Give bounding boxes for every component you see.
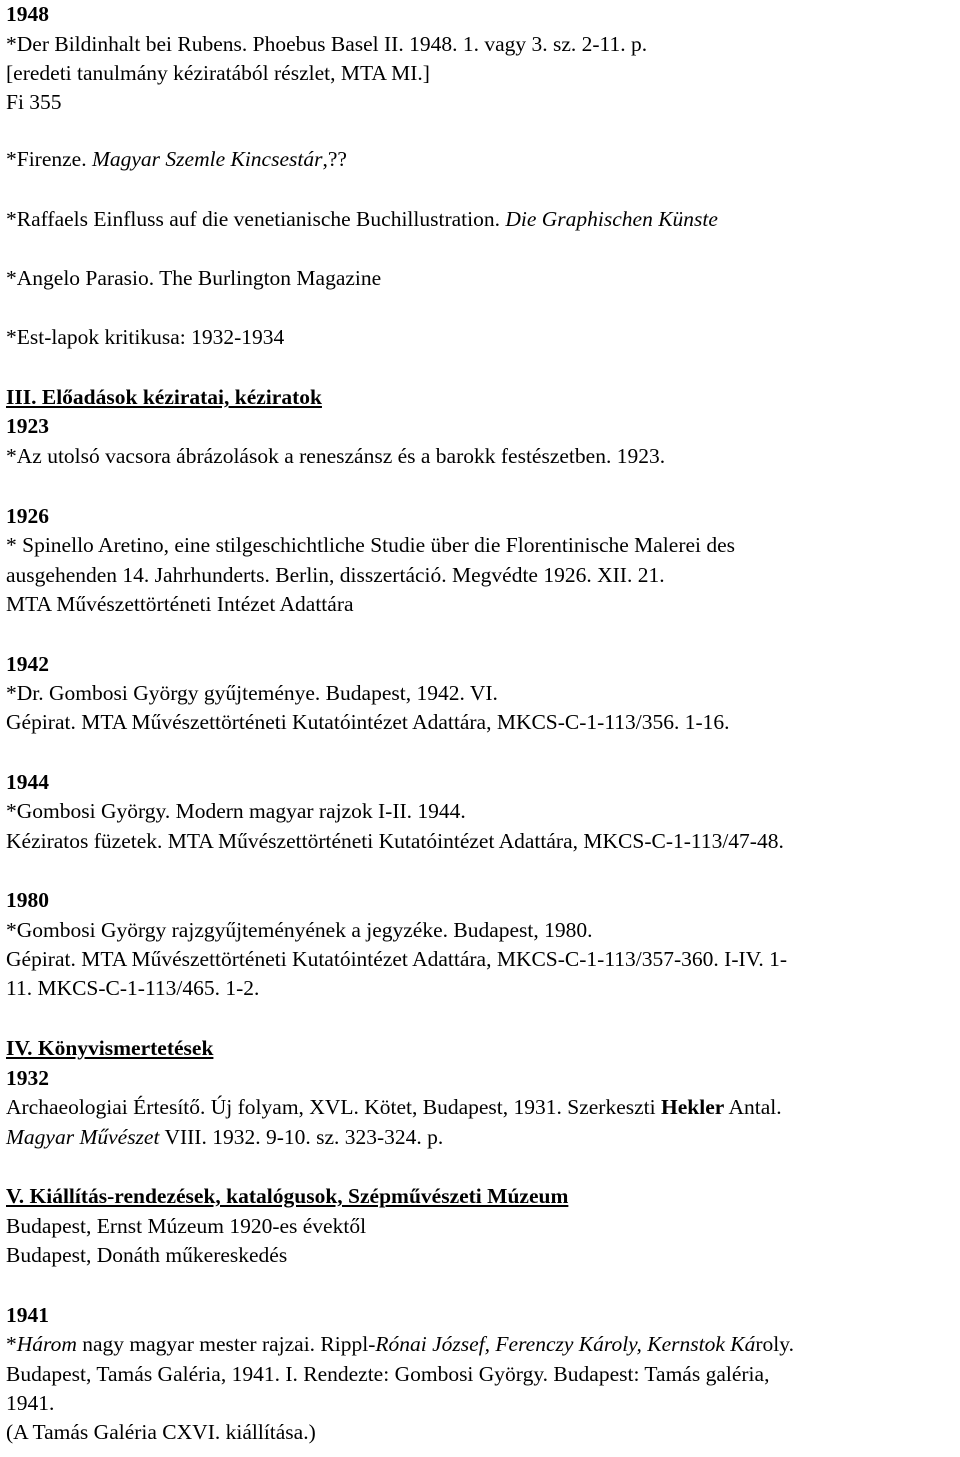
entry-italic: Die Graphischen Künste [505,207,718,231]
entry-text: VIII. 1932. 9-10. sz. 323-324. p. [159,1125,444,1149]
entry-italic: Rónai József, Ferenczy Károly, Kernstok Ká [375,1332,756,1356]
year-heading: 1944 [6,770,49,794]
entry-text: Archaeologiai Értesítő. Új folyam, XVL. Kötet, Budapest, 1931. Szerkeszti [6,1095,661,1119]
entry-line: Budapest, Donáth műkereskedés [6,1243,288,1267]
entry-line: *Az utolsó vacsora ábrázolások a reneszánsz és a barokk festészetben. 1923. [6,444,666,468]
entry-text: nagy magyar mester rajzai. Rippl- [76,1332,376,1356]
entry-line: Gépirat. MTA Művészettörténeti Kutatóintézet Adattára, MKCS-C-1-113/357-360. I-IV. 1- [6,947,788,971]
section-heading-4: IV. Könyvismertetések [6,1036,214,1060]
entry-line: *Dr. Gombosi György gyűjteménye. Budapest, 1942. VI. [6,681,498,705]
entry-line: *Est-lapok kritikusa: 1932-1934 [6,325,285,349]
year-heading: 1941 [6,1303,49,1327]
entry-text: *Raffaels Einfluss auf die venetianische Buchillustration. [6,207,506,231]
entry-text: *Firenze. [6,147,92,171]
entry-bold: Hekler [661,1095,725,1119]
document-page [6,0,960,1457]
year-heading: 1948 [6,2,49,26]
entry-raffael [6,209,718,231]
year-heading: 1926 [6,504,49,528]
entry-line: (A Tamás Galéria CXVI. kiállítása.) [6,1420,316,1444]
entry-line: Budapest, Ernst Múzeum 1920-es évektől [6,1214,367,1238]
entry-magyar-muveszet [6,1127,443,1149]
year-heading: 1932 [6,1066,49,1090]
entry-italic: Három [16,1332,77,1356]
section-heading-3: III. Előadások kéziratai, kéziratok [6,385,322,409]
entry-line: [eredeti tanulmány kéziratából részlet, MTA MI.] [6,61,430,85]
entry-line: ausgehenden 14. Jahrhunderts. Berlin, disszertáció. Megvédte 1926. XII. 21. [6,563,665,587]
year-heading: 1923 [6,414,49,438]
entry-italic: Magyar Művészet [6,1125,160,1149]
entry-line: Gépirat. MTA Művészettörténeti Kutatóintézet Adattára, MKCS-C-1-113/356. 1-16. [6,710,730,734]
section-heading-5: V. Kiállítás-rendezések, katalógusok, Szépművészeti Múzeum [6,1184,569,1208]
entry-firenze [6,149,347,171]
entry-line: 1941. [6,1391,55,1415]
entry-line: MTA Művészettörténeti Intézet Adattára [6,592,354,616]
entry-archaeologiai [6,1097,782,1119]
entry-line: * Spinello Aretino, eine stilgeschichtliche Studie über die Florentinische Malerei des [6,533,736,557]
entry-line: Kéziratos füzetek. MTA Művészettörténeti Kutatóintézet Adattára, MKCS-C-1-113/47-48. [6,829,784,853]
entry-line: 11. MKCS-C-1-113/465. 1-2. [6,976,260,1000]
year-heading: 1980 [6,888,49,912]
entry-text: Antal. [724,1095,782,1119]
entry-line: *Der Bildinhalt bei Rubens. Phoebus Basel II. 1948. 1. vagy 3. sz. 2-11. p. [6,32,648,56]
entry-harom [6,1334,794,1356]
entry-text: ,?? [322,147,347,171]
entry-text: * [6,1332,17,1356]
year-heading: 1942 [6,652,49,676]
entry-line: Fi 355 [6,90,62,114]
entry-line: *Gombosi György. Modern magyar rajzok I-II. 1944. [6,799,466,823]
entry-text: roly. [755,1332,794,1356]
entry-line: *Gombosi György rajzgyűjteményének a jegyzéke. Budapest, 1980. [6,918,593,942]
entry-italic: Magyar Szemle Kincsestár [91,147,323,171]
entry-line: Budapest, Tamás Galéria, 1941. I. Rendezte: Gombosi György. Budapest: Tamás galéria, [6,1362,770,1386]
entry-line: *Angelo Parasio. The Burlington Magazine [6,266,382,290]
